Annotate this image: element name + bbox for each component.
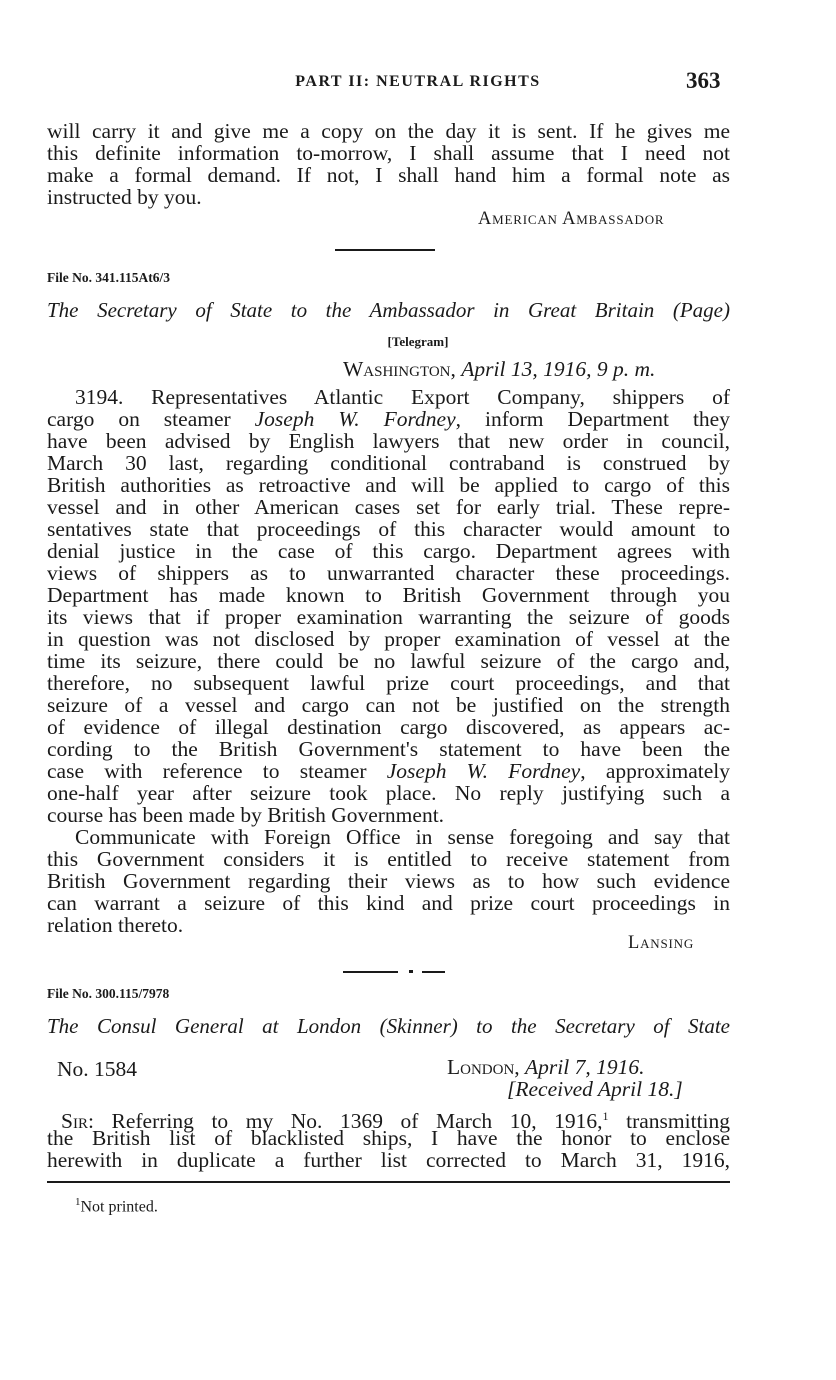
text-line: British authorities as retroactive and will be applied to cargo of this: [47, 473, 730, 497]
salutation: Sir:: [61, 1109, 94, 1134]
text-line: can warrant a seizure of this kind and prize court proceedings in: [47, 891, 730, 915]
text-line: in question was not disclosed by proper examination of vessel at the: [47, 627, 730, 651]
text-line: time its seizure, there could be no lawful seizure of the cargo and,: [47, 649, 730, 673]
text-line: seizure of a vessel and cargo can not be justified on the strength: [47, 693, 730, 717]
text-line: Sir: Referring to my No. 1369 of March 10, 1916,$^1$ transmitting: [61, 1109, 731, 1134]
divider-dot: [409, 970, 413, 973]
text-line: course has been made by British Government.: [47, 803, 445, 827]
text-line: this Government considers it is entitled to receive statement from: [47, 847, 730, 871]
text-line: the British list of blacklisted ships, I have the honor to enclose: [47, 1126, 730, 1150]
text-line: herewith in duplicate a further list corrected to March 31, 1916,: [47, 1148, 730, 1172]
text-line: make a formal demand. If not, I shall hand him a formal note as: [47, 163, 730, 187]
text-line: its views that if proper examination warranting the seizure of goods: [47, 605, 730, 629]
text-line: vessel and in other American cases set for early trial. These repre-: [47, 495, 730, 519]
text-line: March 30 last, regarding conditional contraband is construed by: [47, 451, 730, 475]
text-line: case with reference to steamer Joseph W. Fordney, approximately: [47, 759, 730, 783]
text-line: this definite information to-morrow, I shall assume that I need not: [47, 141, 730, 165]
text-line: British Government regarding their views as to how such evidence: [47, 869, 730, 893]
document-heading: The Consul General at London (Skinner) to the Secretary of State: [47, 1014, 730, 1038]
dispatch-number: No. 1584: [57, 1057, 138, 1081]
text-line: instructed by you.: [47, 185, 202, 209]
section-divider: [343, 971, 398, 973]
telegram-label: [Telegram]: [387, 334, 449, 349]
page-number: 363: [686, 68, 721, 93]
text-line: of evidence of illegal destination cargo discovered, as appears ac-: [47, 715, 730, 739]
text-line: sentatives state that proceedings of this character would amount to: [47, 517, 730, 541]
footnote: $^1$Not printed.: [75, 1196, 158, 1216]
text-line: therefore, no subsequent lawful prize court proceedings, and that: [47, 671, 730, 695]
text-line: Communicate with Foreign Office in sense foregoing and say that: [75, 825, 730, 849]
file-number: File No. 341.115At6/3: [47, 270, 170, 285]
text-line: have been advised by English lawyers that new order in council,: [47, 429, 730, 453]
text-line: denial justice in the case of this cargo. Department agrees with: [47, 539, 730, 563]
dateline: [343, 358, 655, 380]
date: April 7, 1916.: [525, 1055, 645, 1079]
document-heading: The Secretary of State to the Ambassador in Great Britain (Page): [47, 298, 730, 322]
text-line: Department has made known to British Government through you: [47, 583, 730, 607]
running-header-title: PART II: NEUTRAL RIGHTS: [295, 73, 541, 90]
text-line: one-half year after seizure took place. No reply justifying such a: [47, 781, 730, 805]
text-line: relation thereto.: [47, 913, 184, 937]
signature-lansing: Lansing: [628, 933, 695, 953]
text-line: cording to the British Government's statement to have been the: [47, 737, 730, 761]
place: Washington,: [343, 357, 456, 381]
file-number: File No. 300.115/7978: [47, 986, 170, 1001]
text-line: views of shippers as to unwarranted character these proceedings.: [47, 561, 730, 585]
dateline: [447, 1056, 645, 1078]
text-line: will carry it and give me a copy on the day it is sent. If he gives me: [47, 119, 730, 143]
text-line: cargo on steamer Joseph W. Fordney, inform Department they: [47, 407, 730, 431]
place: London,: [447, 1055, 520, 1079]
section-divider: [335, 249, 435, 251]
text-line: 3194. Representatives Atlantic Export Company, shippers of: [75, 385, 730, 409]
received-date: [Received April 18.]: [507, 1077, 683, 1101]
section-divider: [422, 971, 445, 973]
signature-american-ambassador: American Ambassador: [478, 209, 665, 229]
footnote-rule: [47, 1181, 730, 1183]
date: April 13, 1916, 9 p. m.: [461, 357, 656, 381]
